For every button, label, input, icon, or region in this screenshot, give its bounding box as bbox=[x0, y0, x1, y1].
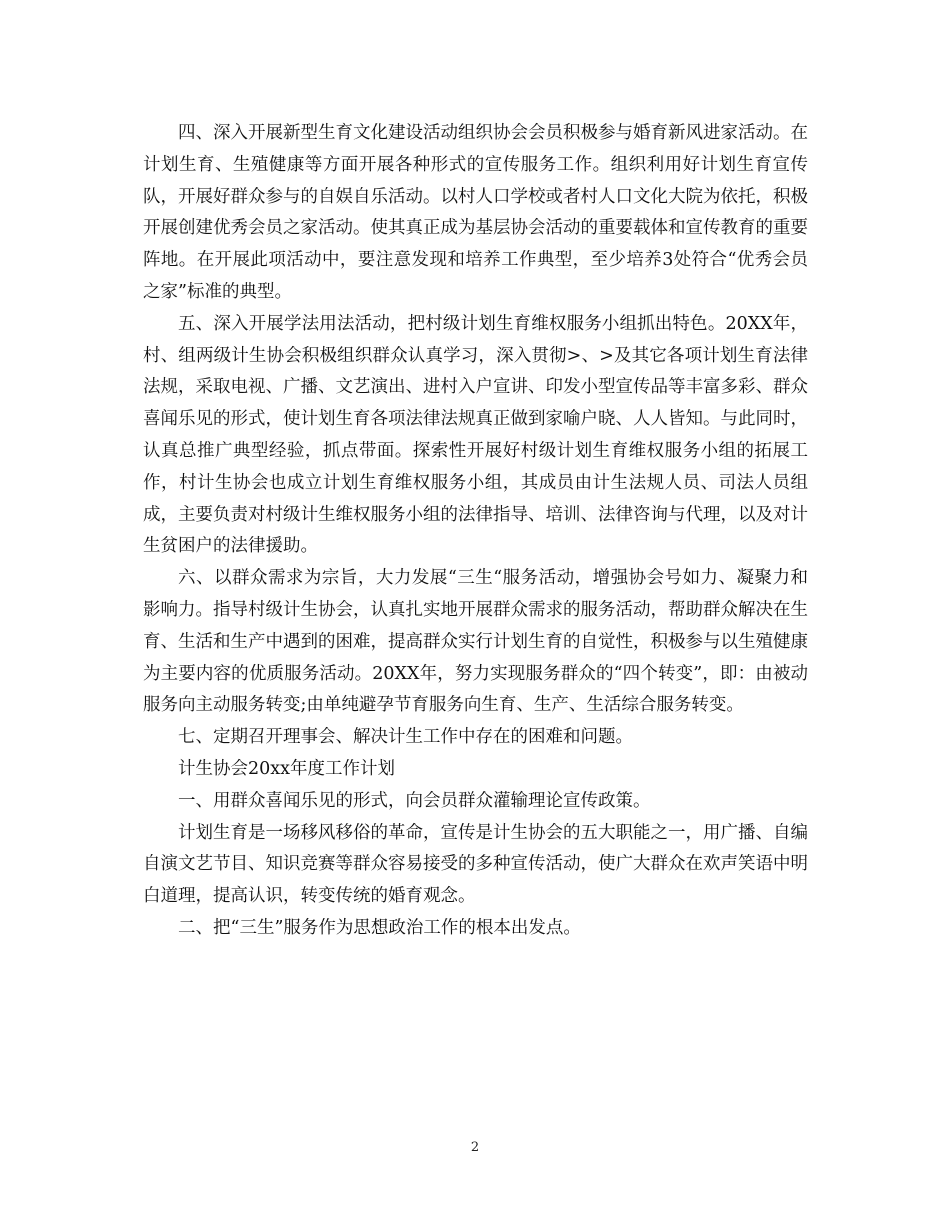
document-body bbox=[143, 118, 808, 945]
paragraph: 二、把“三生”服务作为思想政治工作的根本出发点。 bbox=[178, 917, 581, 938]
paragraph: 计划生育是一场移风移俗的革命，宣传是计生协会的五大职能之一，用广播、自编自演文艺节目、知识竞赛等群众容易接受的多种宣传活动，使广大群众在欢声笑语中明白道理，提高认识，转变传统的婚育观念。 bbox=[143, 822, 808, 907]
paragraph: 四、深入开展新型生育文化建设活动组织协会会员积极参与婚育新风进家活动。在计划生育、生殖健康等方面开展各种形式的宣传服务工作。组织利用好计划生育宣传队，开展好群众参与的自娱自乐活动。以村人口学校或者村人口文化大院为依托，积极开展创建优秀会员之家活动。使其真正成为基层协会活动的重要载体和宣传教育的重要阵地。在开展此项活动中，要注意发现和培养工作典型，至少培养3处符合“优秀会员之家”标准的典型。 bbox=[143, 123, 808, 302]
page-number: 2 bbox=[470, 1140, 480, 1155]
paragraph: 一、用群众喜闻乐见的形式，向会员群众灌输理论宣传政策。 bbox=[178, 790, 651, 811]
paragraph: 七、定期召开理事会、解决计生工作中存在的困难和问题。 bbox=[178, 727, 633, 748]
paragraph: 六、以群众需求为宗旨，大力发展“三生“服务活动，增强协会号如力、凝聚力和影响力。指导村级计生协会，认真扎实地开展群众需求的服务活动，帮助群众解决在生育、生活和生产中遇到的困难，提高群众实行计划生育的自觉性，积极参与以生殖健康为主要内容的优质服务活动。20XX年，努力实现服务群众的“四个转变”，即：由被动服务向主动服务转变;由单纯避孕节育服务向生育、生产、生活综合服务转变。 bbox=[143, 568, 808, 716]
paragraph: 五、深入开展学法用法活动，把村级计划生育维权服务小组抓出特色。20XX年，村、组两级计生协会积极组织群众认真学习，深入贯彻>、>及其它各项计划生育法律法规，采取电视、广播、文艺演出、进村入户宣讲、印发小型宣传品等丰富多彩、群众喜闻乐见的形式，使计划生育各项法律法规真正做到家喻户晓、人人皆知。与此同时，认真总推广典型经验，抓点带面。探索性开展好村级计划生育维权服务小组的拓展工作，村计生协会也成立计划生育维权服务小组，其成员由计生法规人员、司法人员组成，主要负责对村级计生维权服务小组的法律指导、培训、法律咨询与代理，以及对计生贫困户的法律援助。 bbox=[143, 313, 808, 557]
section-title: 计生协会20xx年度工作计划 bbox=[178, 758, 396, 779]
